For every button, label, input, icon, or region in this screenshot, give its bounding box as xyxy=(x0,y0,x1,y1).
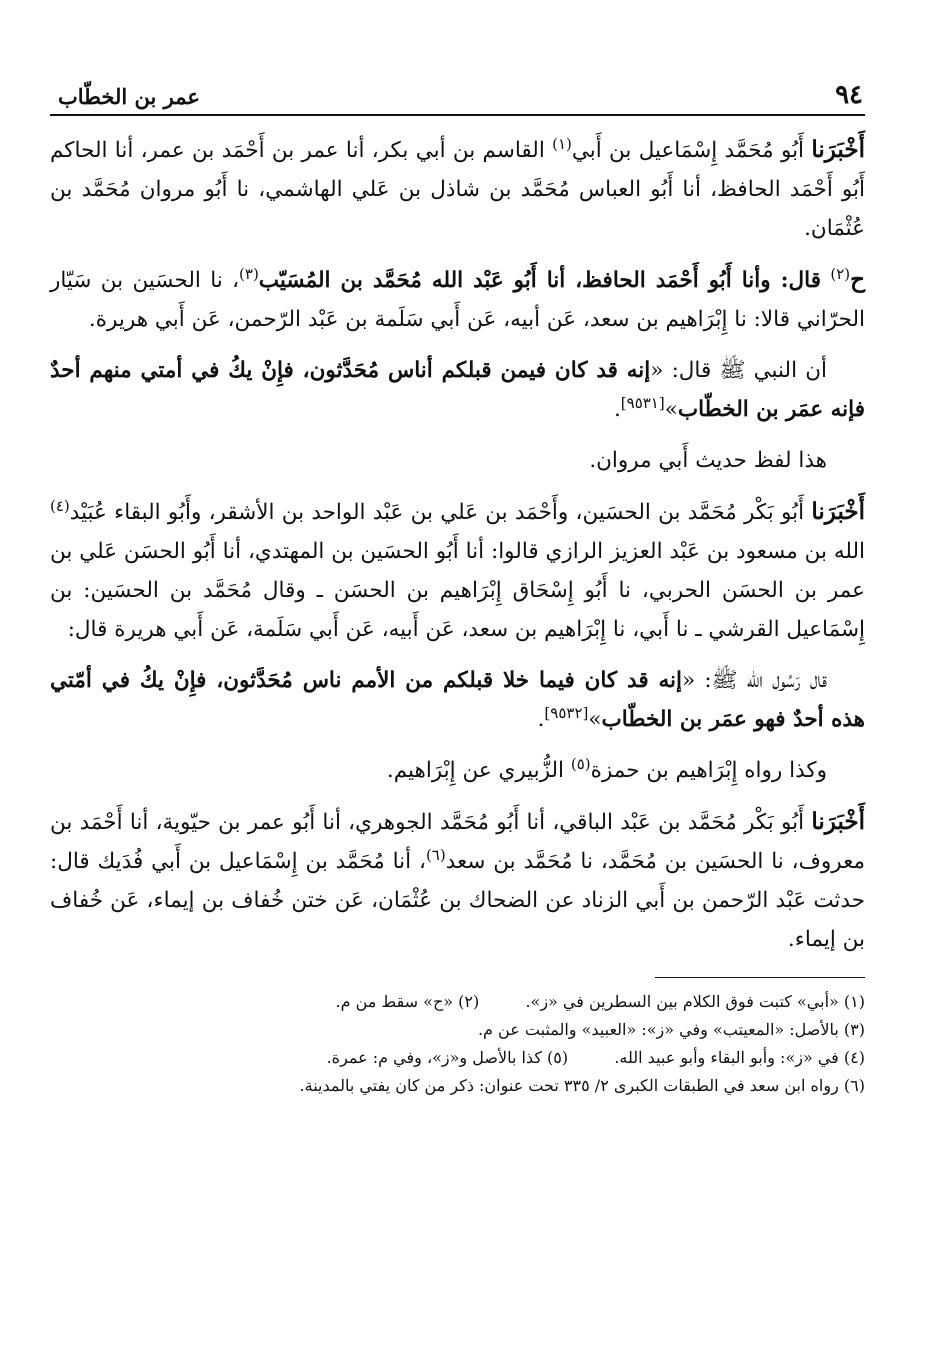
paragraph-hadith-2 xyxy=(50,661,865,739)
paragraph-lead: ح xyxy=(850,266,865,293)
paragraph-isnad-3 xyxy=(50,492,865,649)
hadith-close: » xyxy=(664,397,678,422)
footnote-number: (٢) xyxy=(458,992,480,1011)
hadith-close: » xyxy=(588,707,602,732)
paragraph-text: قال: وأنا أَبُو أَحْمَد الحافظ، أنا أَبُو عَبْد الله مُحَمَّد بن المُسَيّب xyxy=(258,268,822,293)
paragraph-text: الله بن مسعود بن عَبْد العزيز الرازي قالوا: أنا أَبُو الحسَين بن المهتدي، أنا أَبُو الحسَن عَلي بن عمر بن الحسَن الحربي، نا أَبُو إِسْحَاق إِبْرَاهيم بن الحسَن ـ وقال مُحَمَّد بن الحسَين: بن إِسْمَاعيل القرشي ـ نا أَبي، نا إِبْرَاهيم بن سعد، عَن أَبيه، عَن أَبي سَلَمة، عَن أَبي هريرة قال: xyxy=(50,539,865,642)
footnote-ref: (٣) xyxy=(239,264,259,283)
paragraph-text: أَبُو بَكْر مُحَمَّد بن عَبْد الباقي، أنا أَبُو مُحَمَّد الجوهري، أنا أَبُو عمر بن حيّوية، أنا أَحْمَد بن معروف، نا الحسَين بن مُحَمَّد، نا مُحَمَّد بن سعد xyxy=(50,810,865,874)
paragraph-isnad-4 xyxy=(50,802,865,959)
paragraph-text: القاسم بن أبي بكر، أنا عمر بن أَحْمَد بن عمر، أنا الحاكم أَبُو أَحْمَد الحافظ، أنا أَبُو العباس مُحَمَّد بن شاذل بن عَلي الهاشمي، نا أَبُو مروان مُحَمَّد بن عُثْمَان. xyxy=(50,138,865,241)
hadith-number: [٩٥٣١] xyxy=(620,393,665,412)
main-text xyxy=(50,130,865,959)
footnote-line xyxy=(50,1072,865,1100)
footnote-number: (٣) xyxy=(843,1020,865,1039)
hadith-intro: قال رَسُول الله ﷺ: « xyxy=(681,668,827,693)
paragraph-isnad-1 xyxy=(50,130,865,248)
footnote-line xyxy=(50,1016,865,1044)
footnote-text: «ح» سقط من م. xyxy=(335,992,454,1011)
paragraph-text: ، نا الحسَين بن سَيّار الحرّاني قالا: نا إِبْرَاهيم بن سعد، عَن أبيه، عَن أَبي سَلَمة بن عَبْد الرّحمن، عَن أَبي هريرة. xyxy=(50,268,865,332)
footnotes xyxy=(50,988,865,1100)
footnote-number: (٦) xyxy=(843,1076,865,1095)
paragraph-lead: أَخْبَرَنا xyxy=(811,498,865,525)
footnote-ref: (٦) xyxy=(425,845,446,864)
page-header xyxy=(50,78,865,116)
footnote-text: «أبي» كتبت فوق الكلام بين السطرين في «ز». xyxy=(525,992,839,1011)
paragraph-text: ، أنا مُحَمَّد بن إِسْمَاعيل بن أَبي فُدَيك قال: حدثت عَبْد الرّحمن بن أَبي الزناد عن الضحاك بن عُثْمَان، عَن ختن خُفاف بن إيماء، عَن خُفاف بن إيماء. xyxy=(50,849,865,952)
footnote-separator xyxy=(655,977,865,978)
paragraph-text: الزُّبيري عن إِبْرَاهيم. xyxy=(386,758,571,783)
paragraph-isnad-2 xyxy=(50,260,865,339)
paragraph-hadith-1 xyxy=(50,351,865,429)
footnote-ref: (٢) xyxy=(830,264,851,283)
hadith-number: [٩٥٣٢] xyxy=(544,703,589,722)
footnote-text: في «ز»: وأبو البقاء وأبو عبيد الله. xyxy=(614,1048,839,1067)
footnote-number: (٥) xyxy=(547,1048,569,1067)
footnote-ref: (١) xyxy=(552,134,572,153)
footnote-number: (٤) xyxy=(843,1048,865,1067)
footnote-text: رواه ابن سعد في الطبقات الكبرى ٢/ ٣٣٥ تحت عنوان: ذكر من كان يفتي بالمدينة. xyxy=(299,1076,839,1095)
footnote-ref: (٤) xyxy=(50,496,70,515)
book-page xyxy=(50,78,865,1100)
hadith-text: إنه قد كان فيما خلا قبلكم من الأمم ناس مُحَدَّثون، فإِنْ يكُ في أمّتي هذه أحدٌ فهو عمَر بن الخطّاب xyxy=(50,668,865,732)
paragraph-lead: أَخْبَرَنا xyxy=(811,808,865,835)
footnote-text: كذا بالأصل و«ز»، وفي م: عمرة. xyxy=(326,1048,542,1067)
paragraph-lead: أَخْبَرَنا xyxy=(811,136,865,163)
hadith-text: إنه قد كان فيمن قبلكم أناس مُحَدَّثون، فإِنْ يكُ في أمتي منهم أحدٌ فإنه عمَر بن الخطّاب xyxy=(50,358,865,422)
footnote-line xyxy=(50,988,865,1016)
paragraph-text: أَبُو بَكْر مُحَمَّد بن الحسَين، وأَحْمَد بن عَلي بن عَبْد الواحد بن الأشقر، وأَبُو البقاء عُبَيْد xyxy=(69,500,805,525)
paragraph-text: وكذا رواه إِبْرَاهيم بن حمزة xyxy=(590,758,827,783)
paragraph-text: أَبُو مُحَمَّد إِسْمَاعيل بن أَبي xyxy=(571,138,805,163)
footnote-ref: (٥) xyxy=(570,754,591,773)
footnote-text: بالأصل: «المعيتب» وفي «ز»: «العبيد» والمثبت عن م. xyxy=(477,1020,839,1039)
page-number: ٩٤ xyxy=(835,80,863,110)
hadith-intro: أن النبي ﷺ قال: « xyxy=(650,358,827,383)
hadith-end: . xyxy=(537,707,545,732)
footnote-line xyxy=(50,1044,865,1072)
paragraph-text: هذا لفظ حديث أَبي مروان. xyxy=(589,448,827,473)
paragraph-note xyxy=(50,441,865,480)
running-title: عمر بن الخطّاب xyxy=(58,84,200,109)
paragraph-narration xyxy=(50,751,865,790)
hadith-end: . xyxy=(613,397,621,422)
footnote-number: (١) xyxy=(843,992,865,1011)
